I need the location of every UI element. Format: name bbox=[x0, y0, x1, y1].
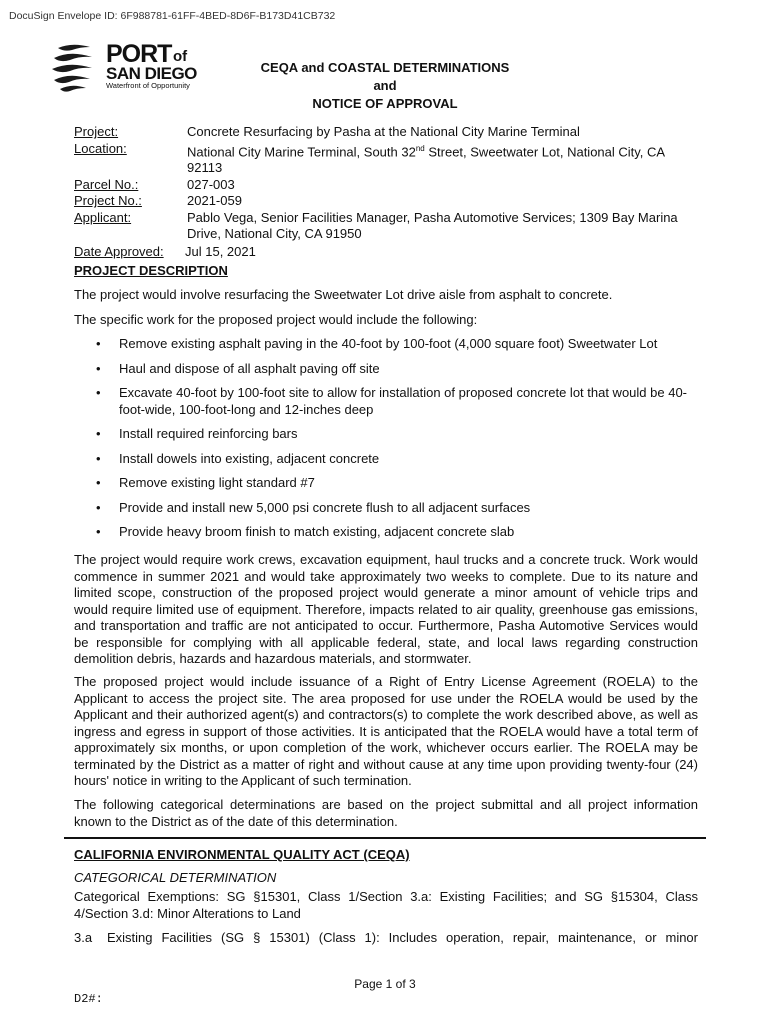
description-paragraph-3: The following categorical determinations are based on the project submittal and all project information known to the District as of the date of this determination. bbox=[74, 797, 698, 829]
field-location bbox=[74, 141, 699, 177]
logo-port-text: PORT bbox=[106, 40, 172, 68]
project-description-heading: PROJECT DESCRIPTION bbox=[74, 263, 228, 278]
location-value bbox=[187, 141, 699, 177]
port-of-san-diego-logo bbox=[52, 40, 212, 92]
date-approved-label: Date Approved: bbox=[74, 243, 164, 259]
applicant-label: Applicant: bbox=[74, 209, 132, 225]
project-label: Project: bbox=[74, 124, 119, 139]
list-item: • Remove existing light standard #7 bbox=[74, 475, 698, 492]
parcel-label: Parcel No.: bbox=[74, 176, 139, 192]
list-item: • Haul and dispose of all asphalt paving off site bbox=[74, 361, 698, 378]
location-value-post: Street, Sweetwater Lot, National City, CA 92113 bbox=[187, 143, 665, 176]
list-item: • Install required reinforcing bars bbox=[74, 426, 698, 443]
field-applicant bbox=[74, 210, 699, 243]
logo-of-text: of bbox=[173, 48, 188, 65]
date-approved-value: Jul 15, 2021 bbox=[185, 243, 256, 259]
list-item: • Provide and install new 5,000 psi concrete flush to all adjacent surfaces bbox=[74, 500, 698, 517]
document-title bbox=[200, 59, 570, 113]
field-date-approved bbox=[74, 244, 699, 261]
description-paragraph-1: The project would require work crews, excavation equipment, haul trucks and a concrete truck. Work would commence in summer 2021 and would take approximately two weeks to complete. Due to its nature and limited scope, construction of the proposed project would generate a minor amount of vehicle trips and would require limited use of equipment. Therefore, impacts related to air quality, greenhouse gas emissions, and transportation and traffic are not anticipated to occur. Furthermore, Pasha Automotive Services would be responsible for complying with all applicable federal, state, and local laws regarding construction demolition debris, hazards and hazardous materials, and stormwater. bbox=[74, 552, 698, 666]
description-intro-2: The specific work for the proposed project would include the following: bbox=[74, 312, 478, 327]
field-project bbox=[74, 124, 699, 141]
field-parcel bbox=[74, 177, 699, 194]
project-value: Concrete Resurfacing by Pasha at the National City Marine Terminal bbox=[187, 124, 580, 139]
logo-tagline: Waterfront of Opportunity bbox=[106, 81, 190, 90]
title-line-3: NOTICE OF APPROVAL bbox=[312, 96, 458, 111]
title-line-1: CEQA and COASTAL DETERMINATIONS bbox=[260, 60, 510, 75]
docusign-envelope-id: DocuSign Envelope ID: 6F988781-61FF-4BED-8D6F-B173D41CB732 bbox=[9, 10, 336, 22]
description-paragraph-2: The proposed project would include issuance of a Right of Entry License Agreement (ROELA) to the Applicant to access the project site. The area proposed for use under the ROELA would be used by the Applicant and their authorized agent(s) and contractors(s) to complete the work described above, as well as ingress and egress in support of those activities. It is anticipated that the ROELA would have a total term of approximately six months, or upon completion of the work, whichever occurs earlier. The ROELA may be terminated by the District as a matter of right and without cause at any time upon providing twenty-four (24) hours' notice in writing to the Applicant of such termination. bbox=[74, 674, 698, 788]
list-item: • Provide heavy broom finish to match existing, adjacent concrete slab bbox=[74, 524, 698, 541]
categorical-exemptions: Categorical Exemptions: SG §15301, Class 1/Section 3.a: Existing Facilities; and SG §15304, Class 4/Section 3.d: Minor Alterations to Land bbox=[74, 889, 698, 921]
list-item: • Install dowels into existing, adjacent concrete bbox=[74, 451, 698, 468]
exemption-item-number: 3.a bbox=[74, 930, 93, 945]
parcel-value: 027-003 bbox=[187, 176, 235, 192]
applicant-value: Pablo Vega, Senior Facilities Manager, Pasha Automotive Services; 1309 Bay Marina Drive, National City, CA 91950 bbox=[187, 209, 678, 242]
location-value-pre: National City Marine Terminal, South 32 bbox=[187, 143, 416, 159]
logo-san-diego-text: SAN DIEGO bbox=[106, 64, 197, 83]
project-number-value: 2021-059 bbox=[187, 193, 242, 209]
list-item: • Excavate 40-foot by 100-foot site to allow for installation of proposed concrete lot that would be 40-foot-wide, 100-foot-long and 12-inches deep bbox=[74, 385, 698, 418]
d2-number: D2#: bbox=[74, 992, 103, 1006]
exemption-item-text: Existing Facilities (SG § 15301) (Class 1): Includes operation, repair, maintenance, or minor bbox=[107, 930, 698, 945]
description-intro-1: The project would involve resurfacing the Sweetwater Lot drive aisle from asphalt to concrete. bbox=[74, 287, 613, 302]
field-project-number bbox=[74, 193, 699, 210]
work-items-list bbox=[74, 336, 698, 541]
list-item: • Remove existing asphalt paving in the 40-foot by 100-foot (4,000 square foot) Sweetwater Lot bbox=[74, 336, 698, 353]
location-value-sup: nd bbox=[415, 143, 425, 153]
project-number-label: Project No.: bbox=[74, 193, 142, 209]
page-number: Page 1 of 3 bbox=[354, 977, 416, 991]
title-line-2: and bbox=[373, 78, 397, 93]
location-label: Location: bbox=[74, 140, 127, 156]
project-info-fields bbox=[74, 124, 699, 260]
ceqa-heading: CALIFORNIA ENVIRONMENTAL QUALITY ACT (CEQA) bbox=[74, 847, 410, 862]
categorical-determination-subheading: CATEGORICAL DETERMINATION bbox=[74, 870, 277, 885]
section-divider bbox=[64, 837, 706, 839]
